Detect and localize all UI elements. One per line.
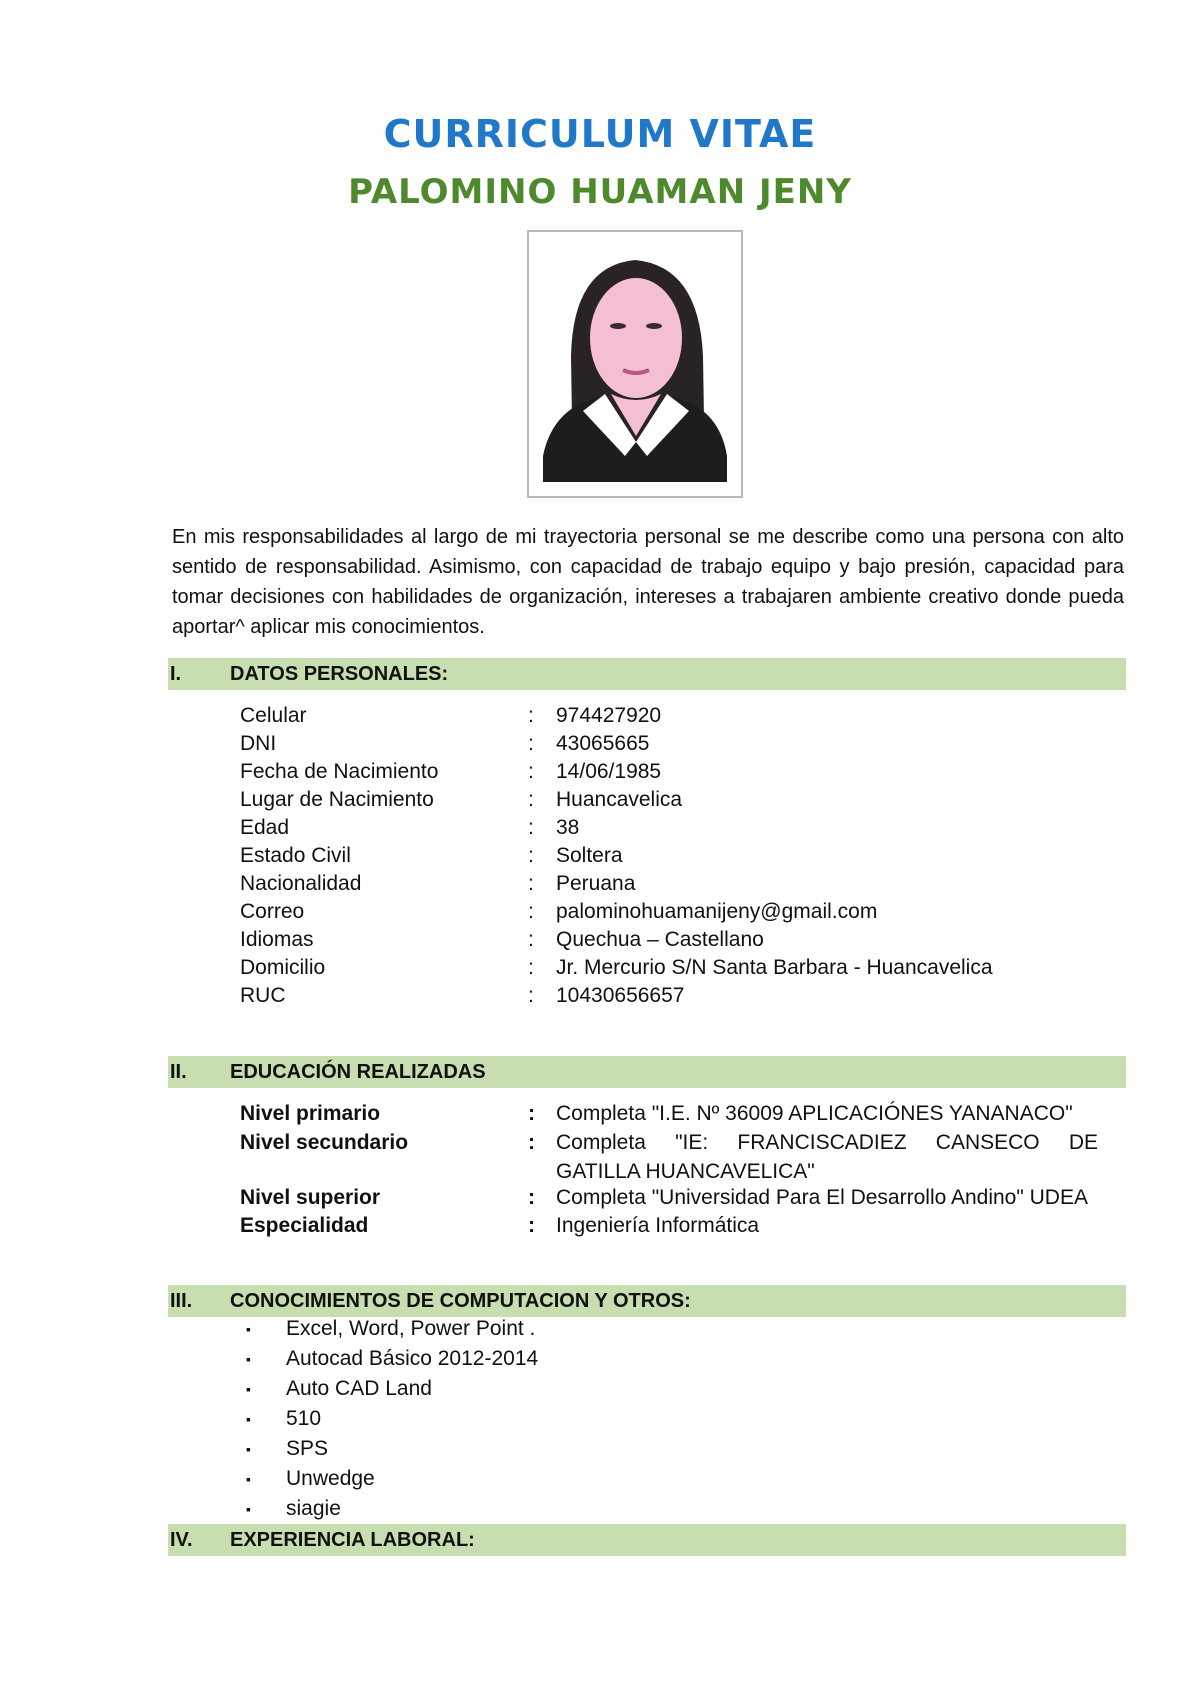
section-title: DATOS PERSONALES: — [230, 663, 449, 685]
field-label: Nivel primario — [240, 1102, 381, 1125]
section-number: I. — [170, 663, 182, 685]
field-separator: : — [528, 928, 534, 951]
field-separator: : — [528, 956, 534, 979]
field-label: Celular — [240, 704, 307, 727]
field-value: Jr. Mercurio S/N Santa Barbara - Huancavelica — [556, 956, 993, 979]
field-separator: : — [528, 816, 534, 839]
field-separator: : — [528, 704, 534, 727]
bullet-icon: ▪ — [246, 1471, 251, 1487]
field-label: Nivel secundario — [240, 1131, 409, 1154]
field-value: Huancavelica — [556, 788, 683, 811]
portrait-image — [543, 246, 727, 482]
skill-text: SPS — [286, 1437, 329, 1460]
field-label: RUC — [240, 984, 286, 1007]
field-separator: : — [528, 1186, 535, 1209]
field-value: 10430656657 — [556, 984, 685, 1007]
bullet-icon: ▪ — [246, 1321, 251, 1337]
field-label: DNI — [240, 732, 277, 755]
section-header-datos-personales — [168, 658, 1126, 690]
field-separator: : — [528, 760, 534, 783]
profile-summary: En mis responsabilidades al largo de mi trayectoria personal se me describe como una persona con alto sentido de responsabilidad. Asimismo, con capacidad de trabajo equipo y bajo presión, capacidad para tomar decisiones con habilidades de organización, intereses a trabajaren ambiente creativo donde pueda aportar^ aplicar mis conocimientos. — [172, 526, 1124, 638]
profile-photo — [527, 230, 743, 498]
section-header-experiencia — [168, 1524, 1126, 1556]
field-separator: : — [528, 1131, 535, 1154]
skill-text: Unwedge — [286, 1467, 375, 1490]
section-number: III. — [170, 1290, 193, 1312]
skill-text: Autocad Básico 2012-2014 — [286, 1347, 539, 1370]
document-title: CURRICULUM VITAE — [383, 112, 817, 156]
field-separator: : — [528, 1214, 535, 1237]
field-label: Correo — [240, 900, 305, 923]
field-separator: : — [528, 900, 534, 923]
field-separator: : — [528, 984, 534, 1007]
bullet-icon: ▪ — [246, 1351, 251, 1367]
field-value: 974427920 — [556, 704, 662, 727]
section-header-educacion — [168, 1056, 1126, 1088]
field-separator: : — [528, 872, 534, 895]
skill-text: siagie — [286, 1497, 341, 1520]
field-value: 43065665 — [556, 732, 650, 755]
field-separator: : — [528, 788, 534, 811]
field-label: Idiomas — [240, 928, 314, 951]
field-value: Completa "Universidad Para El Desarrollo Andino" UDEA — [556, 1186, 1088, 1209]
field-separator: : — [528, 844, 534, 867]
person-name: PALOMINO HUAMAN JENY — [348, 172, 852, 212]
skill-text: 510 — [286, 1407, 322, 1430]
section-title: CONOCIMIENTOS DE COMPUTACION Y OTROS: — [230, 1290, 691, 1312]
field-value: 14/06/1985 — [556, 760, 662, 783]
bullet-icon: ▪ — [246, 1501, 251, 1517]
bullet-icon: ▪ — [246, 1411, 251, 1427]
section-title: EDUCACIÓN REALIZADAS — [230, 1061, 486, 1083]
section-number: IV. — [170, 1529, 193, 1551]
field-label: Lugar de Nacimiento — [240, 788, 434, 811]
field-value: Soltera — [556, 844, 623, 867]
section-title: EXPERIENCIA LABORAL: — [230, 1529, 475, 1551]
bullet-icon: ▪ — [246, 1381, 251, 1397]
field-label: Nivel superior — [240, 1186, 381, 1209]
field-label: Estado Civil — [240, 844, 351, 867]
email-value: palominohuamanijeny@gmail.com — [556, 900, 878, 923]
field-label: Domicilio — [240, 956, 326, 979]
field-label: Especialidad — [240, 1214, 369, 1237]
field-value: 38 — [556, 816, 580, 839]
field-value: Peruana — [556, 872, 636, 895]
field-separator: : — [528, 1102, 535, 1125]
field-value: Ingeniería Informática — [556, 1214, 760, 1237]
field-value: Completa "I.E. Nº 36009 APLICACIÓNES YANANACO" — [556, 1102, 1073, 1125]
field-value: Quechua – Castellano — [556, 928, 764, 951]
bullet-icon: ▪ — [246, 1441, 251, 1457]
section-number: II. — [170, 1061, 187, 1083]
field-label: Nacionalidad — [240, 872, 362, 895]
skill-text: Auto CAD Land — [286, 1377, 432, 1400]
field-value-continued: GATILLA HUANCAVELICA" — [556, 1160, 815, 1183]
field-label: Edad — [240, 816, 290, 839]
field-separator: : — [528, 732, 534, 755]
section-header-conocimientos — [168, 1285, 1126, 1317]
skill-text: Excel, Word, Power Point . — [286, 1317, 536, 1340]
field-label: Fecha de Nacimiento — [240, 760, 439, 783]
field-value: Completa "IE: FRANCISCADIEZ CANSECO DE — [556, 1131, 1098, 1154]
